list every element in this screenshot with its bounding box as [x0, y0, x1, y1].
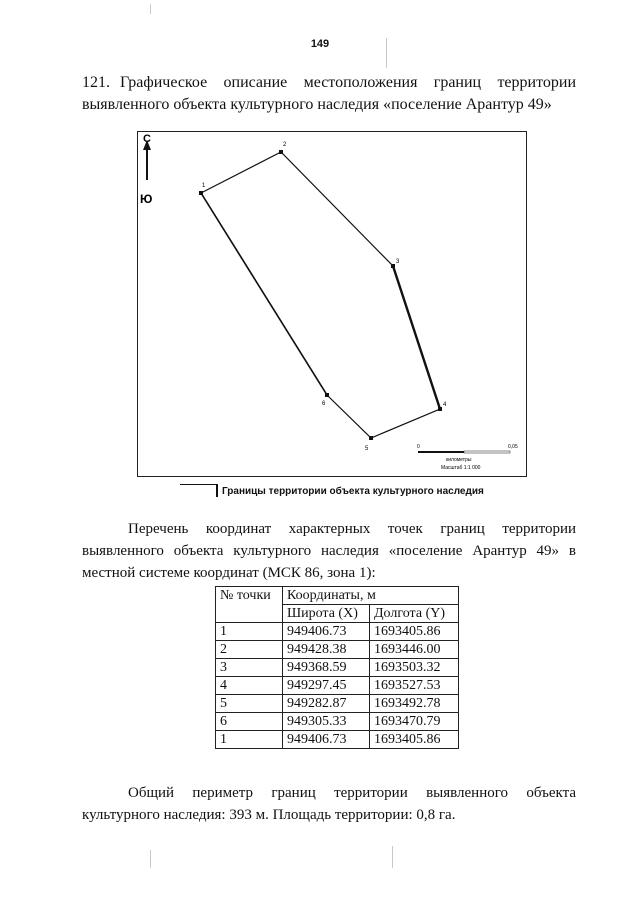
table-row	[216, 623, 459, 641]
page-number: 149	[310, 38, 330, 50]
cell-point: 3	[216, 659, 283, 677]
cell-point: 2	[216, 641, 283, 659]
cell-x: 949428.38	[283, 641, 370, 659]
cell-x: 949368.59	[283, 659, 370, 677]
table-row	[216, 731, 459, 749]
scale-ratio-label: Масштаб 1:1 000	[441, 465, 481, 471]
cell-point: 5	[216, 695, 283, 713]
section-heading	[82, 72, 576, 116]
cell-x: 949282.87	[283, 695, 370, 713]
table-row	[216, 695, 459, 713]
cell-point: 6	[216, 713, 283, 731]
south-label: Ю	[140, 192, 153, 206]
cell-y: 1693405.86	[370, 731, 459, 749]
cell-x: 949297.45	[283, 677, 370, 695]
cell-point: 1	[216, 623, 283, 641]
section-number: 121.	[82, 74, 110, 91]
vertex-label-2: 2	[283, 142, 287, 148]
table-row	[216, 659, 459, 677]
vertex-label-5: 5	[365, 446, 369, 452]
cell-y: 1693405.86	[370, 623, 459, 641]
cell-y: 1693527.53	[370, 677, 459, 695]
coordinates-intro: Перечень координат характерных точек границ территории выявленного объекта культурного наследия «поселение Арантур 49» в местной системе координат (МСК 86, зона 1):	[82, 521, 576, 581]
north-arrow-icon	[143, 140, 151, 180]
legend-label: Границы территории объекта культурного наследия	[222, 486, 484, 497]
boundary-segment-3-4	[393, 266, 440, 409]
cell-point: 1	[216, 731, 283, 749]
scale-end-label: 0,05	[508, 444, 518, 450]
cell-y: 1693446.00	[370, 641, 459, 659]
cell-x: 949406.73	[283, 623, 370, 641]
header-latitude: Широта (X)	[283, 605, 370, 623]
vertex-5	[365, 436, 373, 452]
vertex-2	[279, 142, 287, 154]
legend-boundary-symbol	[180, 484, 218, 497]
vertex-label-1: 1	[202, 183, 206, 189]
coordinates-table	[215, 586, 459, 749]
vertex-3	[391, 259, 400, 268]
boundary-polygon	[201, 152, 440, 438]
section-title: Графическое описание местоположения границ территории выявленного объекта культурного наследия «поселение Арантур 49»	[82, 74, 576, 113]
vertex-label-3: 3	[396, 259, 400, 265]
header-coordinates: Координаты, м	[283, 587, 459, 605]
summary-paragraph: Общий периметр границ территории выявленного объекта культурного наследия: 393 м. Площадь территории: 0,8 га.	[82, 785, 576, 823]
cell-x: 949305.33	[283, 713, 370, 731]
cell-x: 949406.73	[283, 731, 370, 749]
vertex-6	[322, 393, 329, 407]
table-row	[216, 641, 459, 659]
header-longitude: Долгота (Y)	[370, 605, 459, 623]
table-row	[216, 713, 459, 731]
vertex-1	[199, 183, 206, 195]
header-point: № точки	[216, 587, 283, 623]
scale-units-label: километры	[446, 457, 472, 463]
scan-artifact	[150, 850, 151, 868]
cell-y: 1693470.79	[370, 713, 459, 731]
table-header-row	[216, 587, 459, 605]
map-legend	[180, 483, 484, 497]
scan-artifact	[150, 4, 151, 14]
boundary-map-drawing	[138, 132, 526, 476]
north-label: С	[143, 133, 151, 145]
boundary-segment-6-1	[201, 193, 327, 395]
table-row	[216, 677, 459, 695]
scale-bar	[417, 444, 518, 471]
cell-y: 1693492.78	[370, 695, 459, 713]
scale-start-label: 0	[417, 444, 420, 450]
cell-y: 1693503.32	[370, 659, 459, 677]
vertex-label-4: 4	[443, 402, 447, 408]
scan-artifact	[386, 38, 387, 68]
vertex-label-6: 6	[322, 401, 326, 407]
scan-artifact	[392, 846, 393, 868]
cell-point: 4	[216, 677, 283, 695]
boundary-map	[137, 131, 527, 477]
